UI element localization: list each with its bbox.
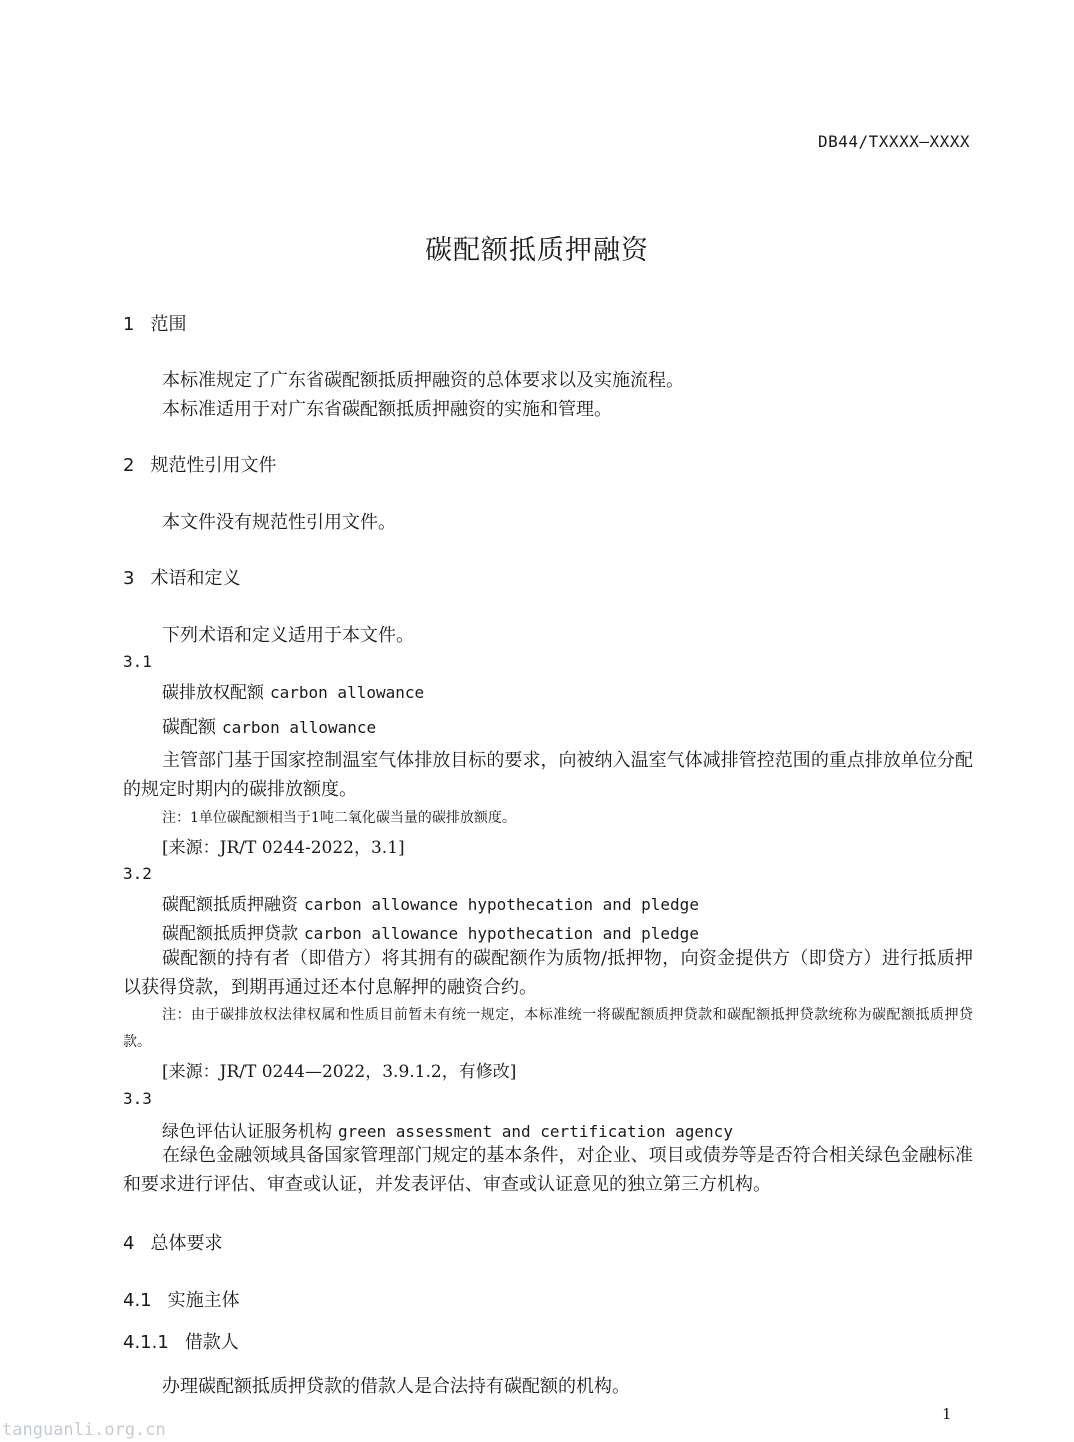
section-title: 借款人 xyxy=(184,1332,239,1353)
term-entry xyxy=(162,890,699,915)
term-chinese: 绿色评估认证服务机构 xyxy=(162,1122,332,1142)
document-code: DB44/TXXXX—XXXX xyxy=(818,132,970,151)
term-entry xyxy=(162,919,699,944)
note-text: 1单位碳配额相当于1吨二氧化碳当量的碳排放额度。 xyxy=(190,810,516,826)
term-english: carbon allowance hypothecation and pledge xyxy=(304,924,699,943)
section-title: 总体要求 xyxy=(150,1233,223,1254)
page-number: 1 xyxy=(942,1405,952,1423)
term-note xyxy=(162,807,516,827)
term-chinese: 碳排放权配额 xyxy=(162,683,264,703)
term-chinese: 碳配额抵质押融资 xyxy=(162,895,298,915)
term-definition: 主管部门基于国家控制温室气体排放目标的要求，向被纳入温室气体减排管控范围的重点排放单位分配的规定时期内的碳排放额度。 xyxy=(123,750,973,800)
section-number: 3 xyxy=(123,568,135,589)
note-text: 由于碳排放权法律权属和性质目前暂未有统一规定，本标准统一将碳配额质押贷款和碳配额抵押贷款统称为碳配额抵质押贷款。 xyxy=(123,1007,973,1050)
note-label: 注： xyxy=(162,1007,191,1023)
term-entry xyxy=(162,678,424,703)
section-number: 1 xyxy=(123,314,135,335)
term-note xyxy=(123,1002,973,1056)
watermark: tanguanli.org.cn xyxy=(2,1420,166,1440)
section-4-1-1-heading xyxy=(123,1328,239,1354)
section-title: 规范性引用文件 xyxy=(150,455,277,476)
section-1-paragraph-1: 本标准规定了广东省碳配额抵质押融资的总体要求以及实施流程。 xyxy=(162,370,684,391)
term-number: 3.2 xyxy=(123,864,152,883)
term-number: 3.3 xyxy=(123,1089,152,1108)
section-3-intro: 下列术语和定义适用于本文件。 xyxy=(162,625,414,646)
term-english: carbon allowance xyxy=(270,683,425,702)
section-4-1-heading xyxy=(123,1286,240,1312)
section-4-paragraph-1: 办理碳配额抵质押贷款的借款人是合法持有碳配额的机构。 xyxy=(162,1376,630,1397)
section-4-heading xyxy=(123,1229,222,1255)
term-source: [来源：JR/T 0244—2022，3.9.1.2，有修改] xyxy=(162,1062,517,1082)
term-definition: 碳配额的持有者（即借方）将其拥有的碳配额作为质物/抵押物，向资金提供方（即贷方）进行抵质押以获得贷款，到期再通过还本付息解押的融资合约。 xyxy=(123,948,973,998)
term-chinese: 碳配额抵质押贷款 xyxy=(162,924,298,944)
section-3-heading xyxy=(123,564,240,590)
term-english: carbon allowance hypothecation and pledge xyxy=(304,895,699,914)
section-1-heading xyxy=(123,310,186,336)
section-title: 术语和定义 xyxy=(150,568,241,589)
document-title: 碳配额抵质押融资 xyxy=(425,235,649,266)
term-chinese: 碳配额 xyxy=(162,717,216,738)
term-entry xyxy=(162,713,376,739)
note-label: 注： xyxy=(162,810,190,826)
section-2-heading xyxy=(123,451,276,477)
term-english: green assessment and certification agency xyxy=(338,1122,733,1141)
section-number: 4 xyxy=(123,1233,135,1254)
term-english: carbon allowance xyxy=(222,718,377,737)
section-title: 范围 xyxy=(150,314,187,335)
term-number: 3.1 xyxy=(123,652,152,671)
section-number: 2 xyxy=(123,455,135,476)
term-definition: 在绿色金融领域具备国家管理部门规定的基本条件，对企业、项目或债券等是否符合相关绿色金融标准和要求进行评估、审查或认证，并发表评估、审查或认证意见的独立第三方机构。 xyxy=(123,1145,973,1195)
term-entry xyxy=(162,1117,733,1142)
section-number: 4.1 xyxy=(123,1290,152,1311)
section-2-paragraph-1: 本文件没有规范性引用文件。 xyxy=(162,512,396,533)
section-number: 4.1.1 xyxy=(123,1332,169,1353)
section-title: 实施主体 xyxy=(167,1290,240,1311)
term-source: [来源：JR/T 0244-2022，3.1] xyxy=(162,838,405,858)
section-1-paragraph-2: 本标准适用于对广东省碳配额抵质押融资的实施和管理。 xyxy=(162,399,612,420)
